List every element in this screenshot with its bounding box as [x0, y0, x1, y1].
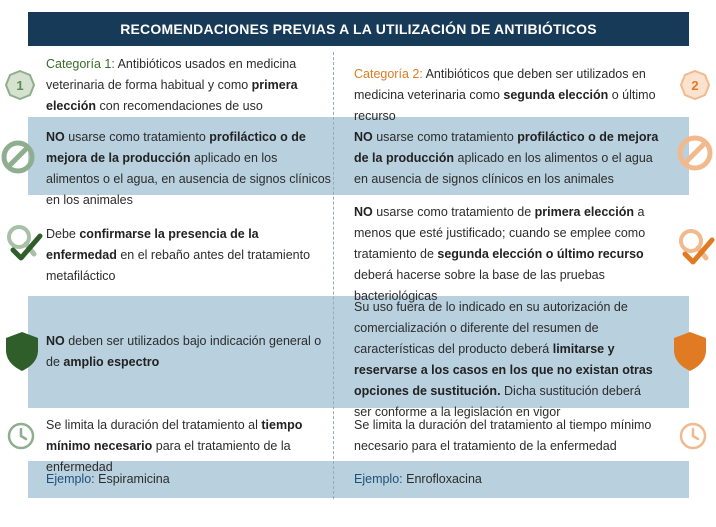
cell-ejemplo-2 [354, 469, 660, 490]
category-1-label: Categoría 1: [46, 57, 115, 71]
clock-icon [6, 421, 36, 451]
cell-espectro-1: NO deben ser utilizados bajo indicación general o de amplio espectro [46, 334, 322, 369]
cell-espectro-2: Su uso fuera de lo indicado en su autorización de comercialización o diferente del resumen de características del producto deberá limitarse y reservarse a los casos en los que no existan otras opciones de sustitución. Dicha sustitución deberá ser conforme a la legislación en vigor [354, 300, 653, 419]
ejemplo-value: Espiramicina [94, 472, 170, 486]
badge-number-1: 1 [16, 78, 24, 93]
ejemplo-label: Ejemplo: [354, 472, 403, 486]
page-title: RECOMENDACIONES PREVIAS A LA UTILIZACIÓN DE ANTIBIÓTICOS [28, 12, 689, 46]
cell-profilactico-2: NO usarse como tratamiento profiláctico o de mejora de la producción aplicado en los alimentos o el agua en ausencia de signos clínicos en los animales [354, 130, 659, 186]
cell-duracion-1: Se limita la duración del tratamiento al tiempo mínimo necesario para el tratamiento de la enfermedad [46, 418, 303, 474]
prohibited-icon [0, 139, 36, 175]
ejemplo-value: Enrofloxacina [402, 472, 482, 486]
cell-profilactico-1: NO usarse como tratamiento profiláctico o de mejora de la producción aplicado en los alimentos o el agua, en ausencia de signos clínicos en los animales [46, 130, 331, 207]
column-divider [333, 52, 334, 499]
number-badge-icon [680, 70, 710, 100]
clock-icon [678, 421, 708, 451]
cell-categoria-2: Categoría 2: Antibióticos que deben ser utilizados en medicina veterinaria como segunda elección o último recurso [354, 67, 656, 123]
number-badge-icon [5, 70, 35, 100]
cell-categoria-1: Categoría 1: Antibióticos usados en medicina veterinaria de forma habitual y como primera elección con recomendaciones de uso [46, 57, 298, 113]
cell-duracion-2: Se limita la duración del tratamiento al tiempo mínimo necesario para el tratamiento de la enfermedad [354, 418, 652, 453]
category-2-label: Categoría 2: [354, 67, 423, 81]
magnifier-check-icon [676, 226, 716, 268]
badge-number-2: 2 [691, 78, 699, 93]
cell-enfermedad-2: NO usarse como tratamiento de primera elección a menos que esté justificado; cuando se emplee como tratamiento de segunda elección o último recurso deberá hacerse sobre la base de las pruebas bacteriológicas [354, 205, 646, 303]
shield-icon [4, 330, 40, 372]
shield-icon [672, 330, 708, 372]
prohibited-icon [676, 134, 714, 172]
magnifier-check-icon [4, 222, 44, 264]
cell-enfermedad-1: Debe confirmarse la presencia de la enfermedad en el rebaño antes del tratamiento metafiláctico [46, 227, 311, 283]
cell-ejemplo-1 [46, 469, 332, 490]
ejemplo-label: Ejemplo: [46, 472, 95, 486]
